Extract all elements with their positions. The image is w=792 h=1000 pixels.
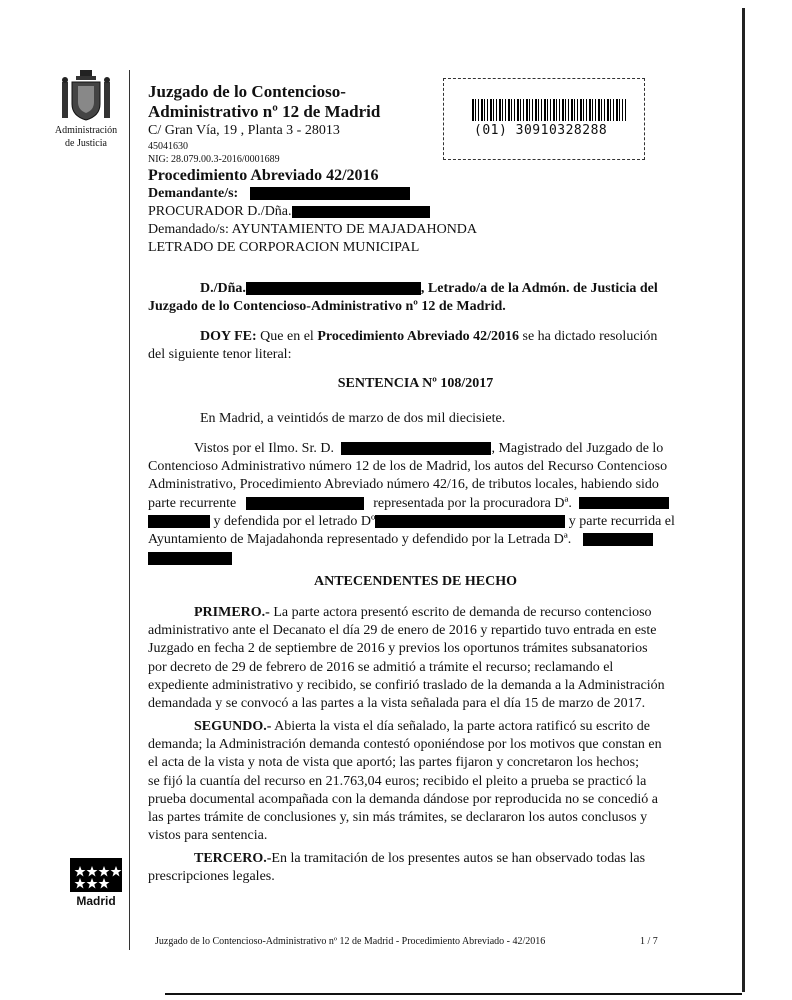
court-header	[148, 82, 438, 166]
segundo-line: vistos para sentencia.	[148, 828, 268, 844]
redaction-bar	[341, 442, 491, 455]
doy-fe-line2: del siguiente tenor literal:	[148, 347, 292, 363]
vistos-line6: Ayuntamiento de Majadahonda representado y defendido por la Letrada Dª.	[148, 532, 572, 548]
vistos-line5b: y parte recurrida el	[568, 513, 675, 529]
coat-of-arms-icon	[58, 70, 114, 122]
redaction-bar	[375, 515, 565, 528]
court-code: 45041630	[148, 141, 188, 152]
vistos-line1a: Vistos por el Ilmo. Sr. D.	[194, 441, 334, 456]
intro-letrado-text: , Letrado/a de la Admón. de Justicia del	[420, 281, 658, 296]
vistos-line4b: representada por la procuradora Dª.	[373, 495, 572, 511]
court-address: C/ Gran Vía, 19 , Planta 3 - 28013	[148, 123, 340, 138]
procurador-label: PROCURADOR D./Dña.	[148, 204, 292, 219]
doy-fe-text1: Que en el	[256, 329, 318, 344]
redaction-bar	[246, 282, 421, 295]
doy-fe-procedure: Procedimiento Abreviado 42/2016	[317, 329, 520, 344]
segundo-label: SEGUNDO.-	[194, 719, 272, 734]
footer-rule	[165, 993, 742, 995]
court-name-line1: Juzgado de lo Contencioso-	[148, 82, 346, 101]
emblem-label	[40, 124, 132, 150]
intro-court-line: Juzgado de lo Contencioso-Administrativo nº 12 de Madrid.	[148, 299, 506, 315]
antecedentes-title: ANTECENDENTES DE HECHO	[313, 574, 518, 589]
margin-rule	[129, 70, 130, 950]
doy-fe-label: DOY FE:	[200, 329, 257, 344]
barcode-number: (01) 30910328288	[474, 123, 608, 138]
madrid-logo-label: Madrid	[76, 894, 116, 908]
vistos-line4a: parte recurrente	[148, 495, 237, 511]
segundo-line: el acta de la vista y nota de vista que aportó; las partes fijaron y concretaron los hechos;	[148, 755, 639, 771]
segundo-paragraph	[148, 718, 683, 845]
demandante-label: Demandante/s:	[148, 186, 239, 201]
vistos-line1b: , Magistrado del Juzgado de lo	[491, 441, 664, 456]
page-number: 1 / 7	[640, 936, 658, 947]
redaction-bar	[246, 497, 364, 510]
primero-label: PRIMERO.-	[194, 605, 270, 620]
redaction-bar	[250, 187, 410, 200]
barcode-icon	[472, 99, 626, 121]
vistos-paragraph	[148, 440, 683, 567]
primero-line: La parte actora presentó escrito de demanda de recurso contencioso	[269, 605, 652, 620]
vistos-line2: Contencioso Administrativo número 12 de los de Madrid, los autos del Recurso Contencioso	[148, 459, 668, 475]
redaction-bar	[583, 533, 653, 546]
redaction-bar	[292, 206, 430, 218]
procedure-title: Procedimiento Abreviado 42/2016	[148, 167, 379, 184]
demandado-line: Demandado/s: AYUNTAMIENTO DE MAJADAHONDA	[148, 222, 478, 237]
redaction-bar	[148, 552, 232, 565]
doy-fe-text2: se ha dictado resolución	[519, 329, 658, 344]
primero-line: administrativo ante el Decanato el día 29 de enero de 2016 y repartido tuvo entrada en este	[148, 623, 657, 639]
sentence-title: SENTENCIA Nº 108/2017	[337, 376, 494, 391]
tercero-line: prescripciones legales.	[148, 869, 275, 885]
scan-edge-bar	[742, 8, 745, 992]
footer-text: Juzgado de lo Contencioso-Administrativo nº 12 de Madrid - Procedimiento Abreviado - 42/2016	[155, 936, 546, 947]
redaction-bar	[148, 515, 210, 528]
place-date: En Madrid, a veintidós de marzo de dos mil diecisiete.	[200, 411, 506, 426]
segundo-line: Abierta la vista el día señalado, la parte actora ratificó su escrito de	[271, 719, 651, 734]
parties-block	[148, 166, 648, 257]
primero-line: Juzgado en fecha 2 de septiembre de 2016 y previos los oportunos trámites subsanatorios	[148, 641, 648, 657]
redaction-bar	[579, 497, 669, 509]
tercero-label: TERCERO.-	[194, 851, 272, 866]
segundo-line: se fijó la cuantía del recurso en 21.763,04 euros; recibido el pleito a prueba se practicó la	[148, 773, 647, 789]
doy-fe-paragraph	[148, 328, 683, 364]
emblem-label-line1: Administración	[54, 125, 118, 136]
intro-dna-label: D./Dña.	[200, 281, 246, 296]
emblem-label-line2: de Justicia	[65, 138, 107, 149]
primero-line: por decreto de 29 de febrero de 2016 se admitió a trámite el recurso; reclamando el	[148, 659, 614, 675]
tercero-line: En la tramitación de los presentes autos se han observado todas las	[271, 851, 646, 866]
segundo-line: las partes trámite de conclusiones y, sin más trámites, se declararon los autos conclusos y	[148, 810, 648, 826]
segundo-line: prueba documental acompañada con la demanda dándose por reproducida no se concedió a	[148, 791, 659, 807]
segundo-line: demanda; la Administración demanda contestó oponiéndose por los motivos que constan en	[148, 737, 662, 753]
letrado-line: LETRADO DE CORPORACION MUNICIPAL	[148, 240, 420, 255]
madrid-flag-icon	[70, 858, 122, 892]
court-name-line2: Administrativo nº 12 de Madrid	[148, 102, 381, 121]
tercero-paragraph	[148, 850, 683, 886]
intro-paragraph	[148, 280, 683, 316]
primero-paragraph	[148, 604, 683, 713]
primero-line: demandada y se convocó a las partes a la vista señalada para el día 15 de marzo de 2017.	[148, 696, 646, 712]
nig-number: NIG: 28.079.00.3-2016/0001689	[148, 154, 280, 165]
primero-line: expediente administrativo y recibido, se confirió traslado de la demanda a la Administración	[148, 677, 665, 693]
vistos-line5a: y defendida por el letrado Dº	[213, 513, 376, 529]
vistos-line3: Administrativo, Procedimiento Abreviado número 42/16, de tributos locales, habiendo sido	[148, 477, 659, 493]
